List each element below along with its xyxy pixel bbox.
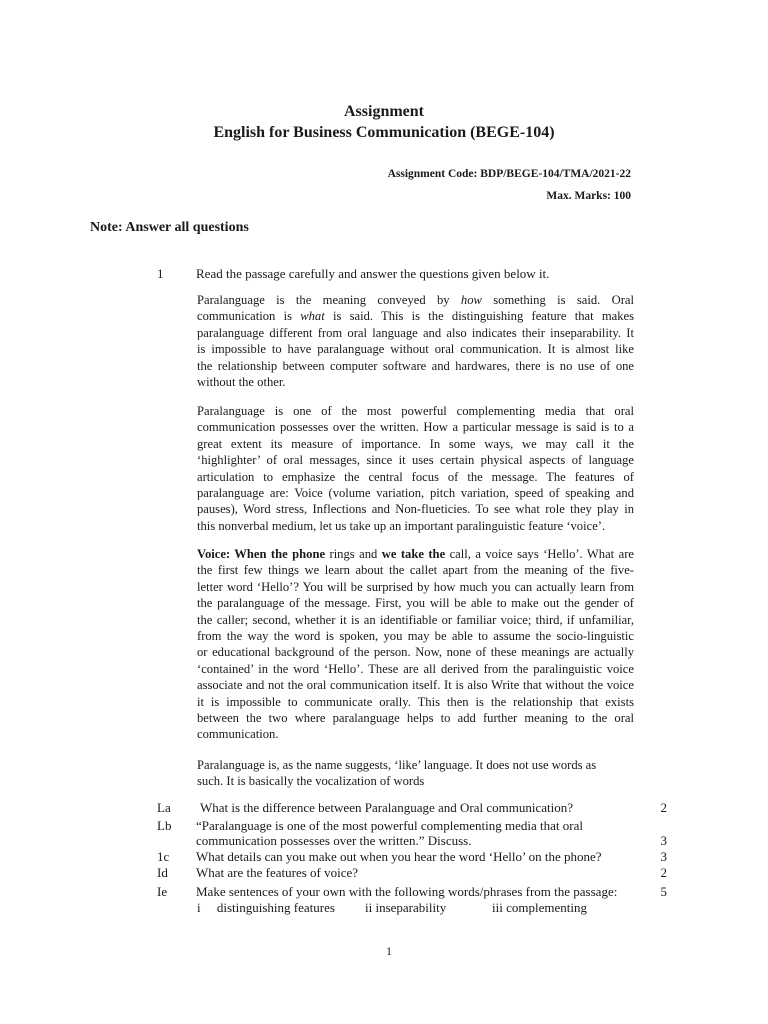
assignment-code: Assignment Code: BDP/BEGE-104/TMA/2021-22 <box>387 168 631 180</box>
subquestion-label: Ie <box>157 884 168 899</box>
passage-line: paralanguage different from oral language and also indicates their inseparability. It <box>197 325 634 340</box>
subquestion-label: La <box>157 800 171 815</box>
passage-line: between the two where paralanguage helps to add further meaning to the oral <box>197 711 634 726</box>
word-item: i distinguishing features <box>197 900 335 915</box>
course-title: English for Business Communication (BEGE-104) <box>213 124 555 141</box>
passage-line: the relationship between computer software and hardwares, there is no use of one <box>197 358 634 373</box>
subquestion-text: What is the difference between Paralanguage and Oral communication? <box>200 800 573 815</box>
subquestion-text: What details can you make out when you hear the word ‘Hello’ on the phone? <box>196 849 602 864</box>
passage-line: or educational background of the person. Now, none of these meanings are actually <box>197 645 634 660</box>
subquestion-text <box>196 818 626 848</box>
passage-line: the paralanguage of the message. First, you will be able to make out the gender of <box>197 596 634 611</box>
passage-line: Paralanguage is, as the name suggests, ‘like’ language. It does not use words as <box>197 758 597 772</box>
passage-line: from the way the word is spoken, you may be able to assume the socio-linguistic <box>197 629 634 644</box>
passage-line: such. It is basically the vocalization of words <box>197 774 425 789</box>
passage-line: this nonverbal medium, let us take up an important paralinguistic feature ‘voice’. <box>197 518 606 533</box>
passage-line: Voice: When the phone rings and we take the call, a voice says ‘Hello’. What are <box>197 547 634 561</box>
passage-line: ‘highlighter’ of oral messages, since it uses certain physical aspects of language <box>197 453 634 468</box>
passage-line: letter word ‘Hello’? You will be surprised by how much you can actually learn from <box>197 579 634 594</box>
passage-line: the first few things we learn about the callet apart from the meaning of the five- <box>197 563 634 578</box>
subquestion-text-line: “Paralanguage is one of the most powerful complementing media that oral <box>196 818 583 833</box>
subquestion-label: Lb <box>157 818 172 833</box>
subquestion-marks: 2 <box>660 865 667 880</box>
subquestion-marks: 3 <box>660 849 667 864</box>
passage-line: communication is what is said. This is the distinguishing feature that makes <box>197 309 634 324</box>
passage-paragraph-3 <box>197 546 634 743</box>
word-item: ii inseparability <box>365 900 447 915</box>
passage-line: ‘contained’ in the word ‘Hello’. These are all derived from the paralinguistic voice <box>197 661 634 676</box>
passage-paragraph-4 <box>197 757 642 790</box>
passage-paragraph-1 <box>197 292 634 390</box>
page-number: 1 <box>386 944 392 958</box>
subquestion-text: Make sentences of your own with the following words/phrases from the passage: <box>196 884 618 899</box>
passage-line: communication. <box>197 727 279 742</box>
passage-paragraph-2 <box>197 403 634 534</box>
passage-line: associate and not the oral communication itself. It is also Write that without the voice <box>197 678 634 693</box>
question-number: 1 <box>157 266 164 281</box>
max-marks: Max. Marks: 100 <box>546 190 631 202</box>
passage-line: the caller; second, whether it is an identifiable or familiar voice; third, if unfamiliar, <box>197 612 634 627</box>
instruction-note: Note: Answer all questions <box>90 220 249 235</box>
passage-line: pauses), Word stress, Inflections and Non-flueticies. To see what role they play in <box>197 502 634 517</box>
subquestion-text-line: communication possesses over the written.” Discuss. <box>196 833 472 848</box>
subquestion-label: Id <box>157 865 168 880</box>
passage-line: Paralanguage is one of the most powerful complementing media that oral <box>197 404 634 418</box>
passage-line: articulation to emphasize the central focus of the message. The features of <box>197 469 634 484</box>
subquestion-text: What are the features of voice? <box>196 865 359 880</box>
passage-line: Paralanguage is the meaning conveyed by how something is said. Oral <box>197 293 634 307</box>
passage-line: great extent its measure of importance. In some ways, we may call it the <box>197 436 634 451</box>
subquestion-marks: 3 <box>660 833 667 848</box>
passage-line: it is impossible to communicate orally. This then is the relationship that exists <box>197 694 634 709</box>
page-title: Assignment <box>343 103 424 120</box>
passage-line: communication possesses over the written. How a particular message is said is to a <box>197 420 634 435</box>
subquestion-marks: 2 <box>660 800 667 815</box>
subquestion-marks: 5 <box>660 884 667 899</box>
word-item: iii complementing <box>492 900 587 915</box>
subquestion-label: 1c <box>157 849 170 864</box>
passage-line: is impossible to have paralanguage without oral communication. It is almost like <box>197 342 634 357</box>
question-intro: Read the passage carefully and answer the questions given below it. <box>196 266 550 281</box>
passage-line: without the other. <box>197 375 286 390</box>
passage-line: paralanguage are: Voice (volume variation, pitch variation, speed of speaking and <box>197 486 634 501</box>
